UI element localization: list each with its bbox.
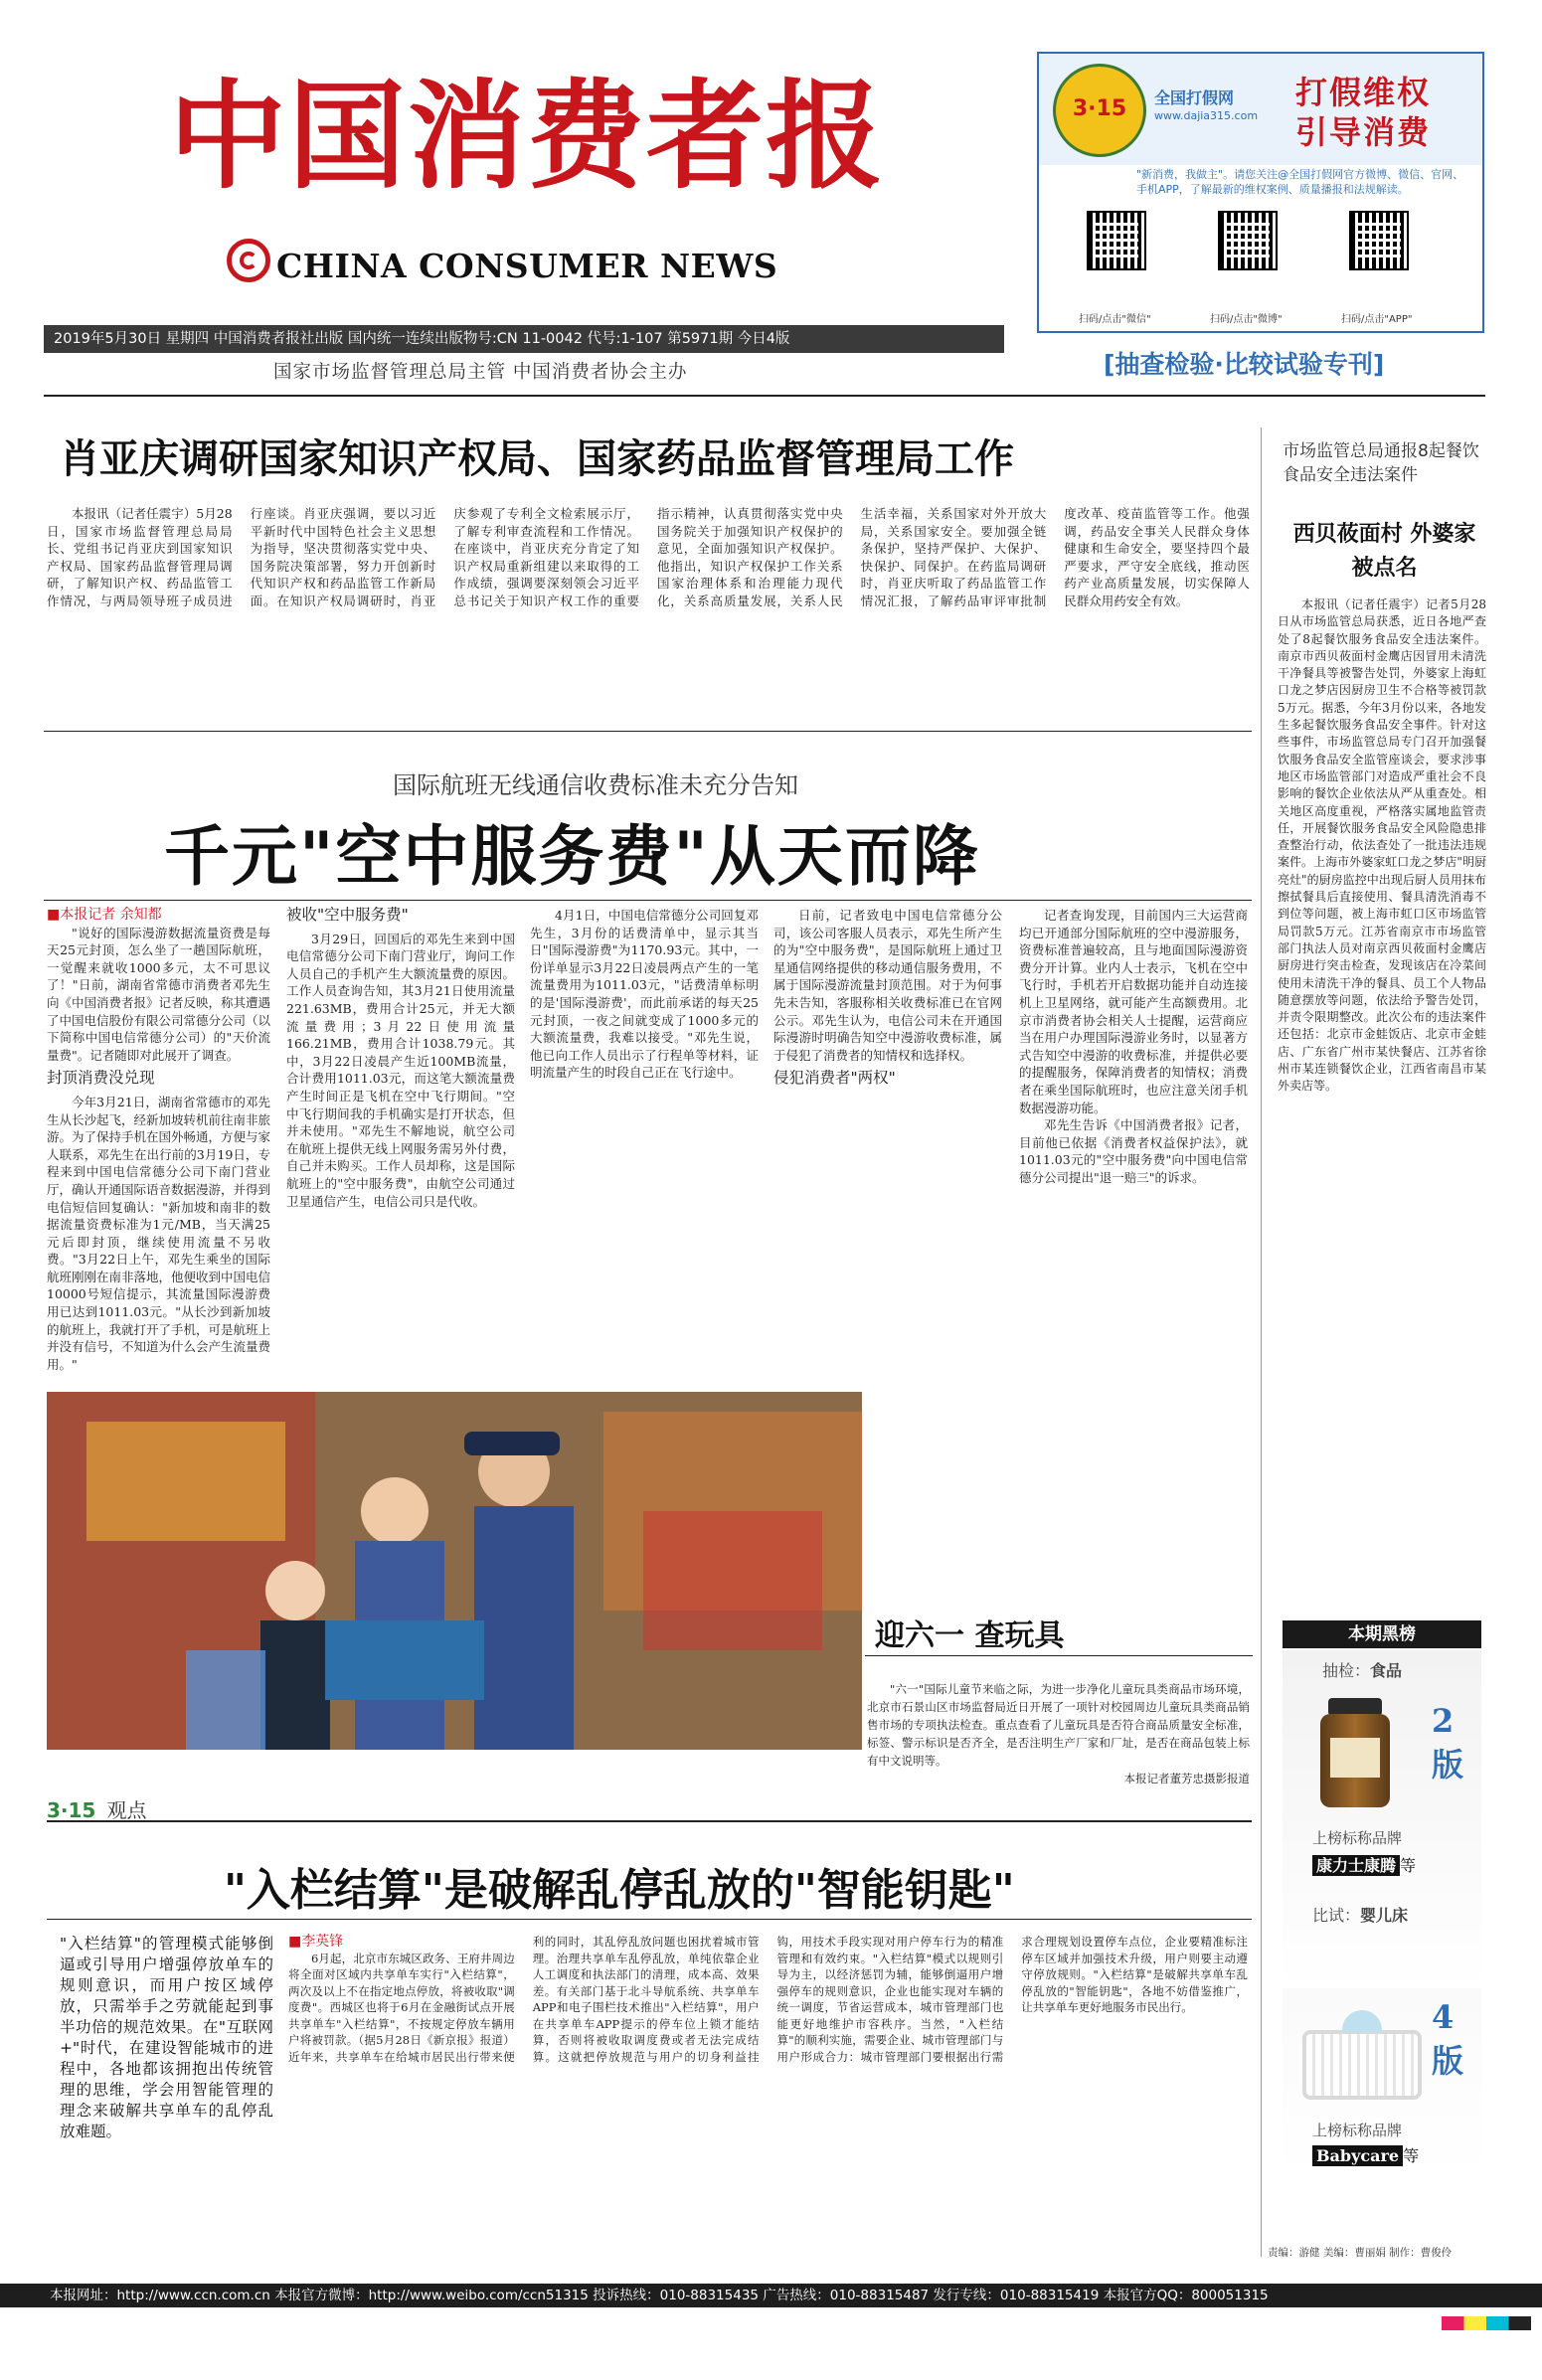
qr-label-wechat: 扫码/点击"微信" xyxy=(1079,314,1151,325)
cat2-tag: 上榜标称品牌 xyxy=(1312,2122,1403,2139)
lead-headline: 肖亚庆调研国家知识产权局、国家药品监督管理局工作 xyxy=(60,435,1014,482)
supplement-bottle-image xyxy=(1320,1698,1390,1807)
sidebar-body xyxy=(1278,596,1486,1596)
cat2-label: 比试： xyxy=(1312,1906,1361,1925)
opinion-text: 6月起，北京市东城区政务、王府井周边将全面对区域内共享单车实行"入栏结算"，两次及以上不在指定地点停放，将被收取"调度费"。西城区也将于6月在金融街试点开展共享单车"入栏结算"，不按规定停放车辆用户将被罚款。（据5月28日《新京报》报道）近年来，共享单车在给城市居民出行带来便利的同时，其乱停乱放问题也困扰着城市管理。治理共享单车乱停乱放，单纯依靠企业人工调度和执法部门的清理，成本高、效果差。有关部门基于北斗导航系统、共享单车APP和电子围栏技术推出"入栏结算"，用户在共享单车APP提示的停车位上锁才能结算，否则将被收取调度费或者无法完成结算。这就把停放规范与用户的切身利益挂钩，用技术手段实现对用户停车行为的精准管理和有效约束。"入栏结算"模式以规则引导为主，以经济惩罚为辅，能够倒逼用户增强停车的规则意识，企业也能实现对车辆的统一调度，节省运营成本，城市管理部门也能更好地维护市容秩序。当然，"入栏结算"的顺利实施，需要企业、城市管理部门与用户形成合力：城市管理部门要根据出行需求合理规划设置停车点位，企业要精准标注停车区域并加强技术升级，用户则要主动遵守停放规则。"入栏结算"是破解共享单车乱停乱放的"智能钥匙"，各地不妨借鉴推广，让共享单车更好地服务市民出行。 xyxy=(288,1935,1248,2064)
cat1-suffix: 等 xyxy=(1400,1856,1417,1875)
logo-icon xyxy=(227,239,270,282)
opinion-label: 观点 xyxy=(106,1798,147,1822)
sidebar-headline: 西贝莜面村 外婆家被点名 xyxy=(1292,521,1476,581)
main-text-a: "说好的国际漫游数据流量资费是每天25元封顶，怎么坐了一趟国际航班，一觉醒来就收1000多元，太不可思议了！"日前，湖南省常德市消费者邓先生向《中国消费者报》记者反映，称其遭遇了中国电信股份有限公司常德分公司（以下简称中国电信常德分公司）的"天价流量费"。记者随即对此展开了调查。 xyxy=(47,925,270,1063)
photo-caption-title: 迎六一 查玩具 xyxy=(875,1618,1065,1653)
footer-text: 本报网址：http://www.ccn.com.cn 本报官方微博：http://www.weibo.com/ccn51315 投诉热线：010-88315435 广告热线：010-88315487 发行专线：010-88315419 本报官方QQ：800051315 xyxy=(50,2288,1269,2303)
main-text-f: 记者查询发现，目前国内三大运营商均已开通部分国际航班的空中漫游服务，资费标准普遍较高，且与地面国际漫游资费分开计算。业内人士表示，飞机在空中飞行时，手机若开启数据功能并自动连接机上卫星网络，就可能产生高额费用。北京市消费者协会相关人士提醒，运营商应当在用户办理国际漫游业务时，以显著方式告知空中漫游的收费标准，并提供必要的提醒服务，保障消费者的知情权；消费者在乘坐国际航班时，也应注意关闭手机数据漫游功能。 xyxy=(1019,908,1248,1115)
opinion-headline: "入栏结算"是破解乱停乱放的"智能钥匙" xyxy=(224,1865,1015,1916)
credits-line: 责编：游健 美编：曹丽娟 制作：曹俊伶 xyxy=(1268,2247,1453,2259)
lead-text: 本报讯（记者任震宇）5月28日，国家市场监督管理总局局长、党组书记肖亚庆到国家知识产权局、国家药品监督管理局调研，了解知识产权、药品监管工作情况，与两局领导班子成员进行座谈。肖亚庆强调，要以习近平新时代中国特色社会主义思想为指导，坚决贯彻落实党中央、国务院决策部署，努力开创新时代知识产权和药品监管工作新局面。在知识产权局调研时，肖亚庆参观了专利全文检索展示厅，了解专利审查流程和工作情况。在座谈中，肖亚庆充分肯定了知识产权局重新组建以来取得的工作成绩，强调要深刻领会习近平总书记关于知识产权工作的重要指示精神，认真贯彻落实党中央国务院关于加强知识产权保护的意见，全面加强知识产权保护。他指出，知识产权保护工作关系国家治理体系和治理能力现代化，关系高质量发展，关系人民生活幸福，关系国家对外开放大局，关系国家安全。要加强全链条保护，坚持严保护、大保护、快保护、同保护。在药监局调研时，肖亚庆听取了药品监管工作情况汇报，了解药品审评审批制度改革、疫苗监管等工作。他强调，药品安全事关人民群众身体健康和生命安全，要坚持四个最严要求，严守安全底线，推动医药产业高质量发展，切实保障人民群众用药安全有效。 xyxy=(47,506,1250,608)
main-text-e: 日前，记者致电中国电信常德分公司，该公司客服人员表示，邓先生所产生的为"空中服务费"，是国际航班上通过卫星通信网络提供的移动通信服务费用，不属于国际漫游流量封顶范围。对于为何事先未告知，客服称相关收费标准已在官网公示。邓先生认为，电信公司未在开通国际漫游时明确告知空中漫游收费标准，属于侵犯了消费者的知情权和选择权。 xyxy=(773,908,1002,1063)
main-headline: 千元"空中服务费"从天而降 xyxy=(164,817,980,895)
qr-wechat-icon[interactable] xyxy=(1087,211,1146,270)
color-registration-strip xyxy=(1442,2316,1531,2330)
footer-bar xyxy=(0,2284,1542,2307)
main-text-c: 3月29日，回国后的邓先生来到中国电信常德分公司下南门营业厅，询问工作人员自己的手机产生大额流量费的原因。工作人员查询告知，其3月21日使用流量221.63MB，费用合计25元，并无大额流量费用；3月22日使用流量166.21MB，费用合计1038.79元。其中，3月22日凌晨产生近100MB流量，合计费用1011.03元，而这笔大额流量费产生时间正是飞机在空中飞行期间。"空中飞行期间我的手机确实是打开状态，但并未使用。"邓先生不解地说，航空公司在航班上提供无线上网服务需另外付费，自己并未购买。工作人员却称，这是国际航班上的"空中服务费"，由航空公司通过卫星通信产生，电信公司只是代收。 xyxy=(286,931,515,1209)
opinion-badge: 3·15 xyxy=(47,1798,96,1822)
opinion-byline: ■李英锋 xyxy=(288,1934,344,1950)
masthead xyxy=(0,0,1034,388)
main-col-3 xyxy=(530,907,759,1384)
site-name: 全国打假网 xyxy=(1154,88,1235,107)
photo-illustration xyxy=(47,1392,862,1750)
ad-notice: "新消费，我做主"。请您关注@全国打假网官方微博、微信、官网、手机APP，了解最新的维权案例、质量播报和法规解读。 xyxy=(1136,168,1464,196)
opinion-section-label xyxy=(47,1794,1252,1822)
qr-label-app: 扫码/点击"APP" xyxy=(1341,314,1413,325)
cat2-page[interactable]: 4版 xyxy=(1432,1998,1464,2080)
cat2-name: 婴儿床 xyxy=(1360,1906,1409,1925)
newspaper-title: 中国消费者报 xyxy=(169,67,886,205)
opinion-lead xyxy=(60,1934,273,2197)
special-issue-banner: [抽查检验·比较试验专刊] xyxy=(1104,350,1385,379)
slogan-2: 引导消费 xyxy=(1295,113,1432,151)
photo-caption-text: "六一"国际儿童节来临之际，为进一步净化儿童玩具类商品市场环境，北京市石景山区市场监督局近日开展了一项针对校园周边儿童玩具类商品销售市场的专项执法检查。重点查看了儿童玩具是否符合商品质量安全标准，标签、警示标识是否齐全，是否注明生产厂家和厂址，是否在商品包装上标有中文说明等。 xyxy=(867,1682,1250,1768)
black-list-title: 本期黑榜 xyxy=(1283,1620,1481,1648)
cat1-page[interactable]: 2版 xyxy=(1432,1702,1464,1784)
main-col-2 xyxy=(286,907,515,1384)
black-list-food xyxy=(1283,1650,1481,1988)
cat1-tag: 上榜标称品牌 xyxy=(1312,1829,1403,1847)
english-title: CHINA CONSUMER NEWS xyxy=(276,247,778,285)
main-kicker: 国际航班无线通信收费标准未充分告知 xyxy=(393,771,798,799)
toy-inspection-photo xyxy=(47,1392,862,1750)
photo-credit: 本报记者董芳忠摄影报道 xyxy=(1123,1772,1250,1785)
cat2-brand: Babycare xyxy=(1312,2145,1403,2166)
sidebar-text: 本报讯（记者任震宇）记者5月28日从市场监管总局获悉，近日各地严查处了8起餐饮服务食品安全违法案件。南京市西贝莜面村金鹰店因冒用未清洗干净餐具等被警告处罚，外婆家上海虹口龙之梦店因厨房卫生不合格等被罚款5万元。据悉，今年3月份以来，各地发生多起餐饮服务食品安全事件。针对这些事件，市场监管总局专门召开加强餐饮服务食品安全监管座谈会，要求涉事地区市场监管部门对造成严重社会不良影响的餐饮企业依法从严从重查处。相关地区高度重视，严格落实属地监管责任，开展餐饮服务食品安全风险隐患排查整治行动，依法查处了一批违法违规案件。上海市外婆家虹口龙之梦店"明厨亮灶"的厨房监控中出现后厨人员用抹布擦拭餐具后直接使用、餐具清洗消毒不到位等问题，被上海市虹口区市场监管局罚款5万元。江苏省南京市市场监管部门执法人员对南京西贝莜面村金鹰店厨房进行突击检查，发现该店在冷菜间使用未清洗干净的餐具、员工个人物品随意摆放等问题，依法给予警告处罚，并责令限期整改。此次公布的违法案件还包括：北京市金蛙饭店、北京市金蛙店、广东省广州市某快餐店、江苏省徐州市某连锁餐饮企业，江西省南昌市某外卖店等。 xyxy=(1278,597,1486,1094)
cat1-name: 食品 xyxy=(1370,1661,1403,1680)
subhead-two-rights: 侵犯消费者"两权" xyxy=(773,1069,896,1088)
slogan-1: 打假维权 xyxy=(1295,74,1432,111)
crib-image xyxy=(1302,2010,1422,2110)
qr-app-icon[interactable] xyxy=(1349,211,1409,270)
main-col-5 xyxy=(1019,907,1248,1622)
subhead-cap-not-honored: 封顶消费没兑现 xyxy=(47,1069,155,1088)
lead-body xyxy=(47,505,1250,724)
main-text-g: 邓先生告诉《中国消费者报》记者，目前他已依据《消费者权益保护法》，就1011.03元的"空中服务费"向中国电信常德分公司提出"退一赔三"的诉求。 xyxy=(1019,1117,1248,1185)
sidebar-kicker: 市场监管总局通报8起餐饮食品安全违法案件 xyxy=(1283,441,1479,485)
sponsors-line: 国家市场监督管理总局主管 中国消费者协会主办 xyxy=(273,362,688,383)
cat2-suffix: 等 xyxy=(1403,2146,1420,2165)
consumer-day-badge xyxy=(1053,64,1146,157)
opinion-lead-text: "入栏结算"的管理模式能够倒逼或引导用户增强停放单车的规则意识，而用户按区域停放，只需举手之劳就能起到事半功倍的规范效果。在"互联网+"时代，在建设智能城市的进程中，各地都该拥抱出传统管理的思维，学会用智能管理的理念来破解共享单车的乱停乱放难题。 xyxy=(60,1935,273,2140)
qr-weibo-icon[interactable] xyxy=(1218,211,1278,270)
cat1-label: 抽检： xyxy=(1322,1661,1371,1680)
black-list-crib xyxy=(1283,1988,1481,2177)
subhead-service-fee: 被收"空中服务费" xyxy=(286,907,409,924)
qr-label-weibo: 扫码/点击"微博" xyxy=(1210,314,1283,325)
ad-box xyxy=(1037,52,1484,333)
main-text-b: 今年3月21日，湖南省常德市的邓先生从长沙起飞，经新加坡转机前往南非旅游。为了保持手机在国外畅通，方便与家人联系，邓先生在出行前的3月19日，专程来到中国电信常德分公司下南门营业厅，确认开通国际语音数据漫游，并得到电信短信回复确认："新加坡和南非的数据流量资费标准为1元/MB，当天满25元后即封顶，继续使用流量不另收费。"3月22日上午，邓先生乘坐的国际航班刚刚在南非落地，他便收到中国电信10000号短信提示，其流量国际漫游费用已达到1011.03元。"从长沙到新加坡的航班上，我就打开了手机，可是航班上并没有信号，不知道为什么会产生流量费用。" xyxy=(47,1094,270,1372)
cat1-brand: 康力士康腾 xyxy=(1312,1855,1400,1876)
main-byline: ■本报记者 余知都 xyxy=(47,907,162,923)
badge-text: 3·15 xyxy=(1072,96,1127,121)
main-text-d: 4月1日，中国电信常德分公司回复邓先生，3月份的话费清单中，显示其当日"国际漫游费"为1170.93元。其中，一份详单显示3月22日凌晨两点产生的一笔流量费用为1011.03元，"话费清单标明的是'国际漫游费'，而此前承诺的每天25元封顶，一夜之间就变成了1000多元的大额流量费，我难以接受。"邓先生说，他已向工作人员出示了行程单等材料，证明流量产生的时段自己正在飞行途中。 xyxy=(530,908,759,1081)
dateline: 2019年5月30日 星期四 中国消费者报社出版 国内统一连续出版物号:CN 11-0042 代号:1-107 第5971期 今日4版 xyxy=(44,325,1004,353)
site-url[interactable]: www.dajia315.com xyxy=(1154,109,1259,122)
opinion-body xyxy=(288,1934,1248,2237)
